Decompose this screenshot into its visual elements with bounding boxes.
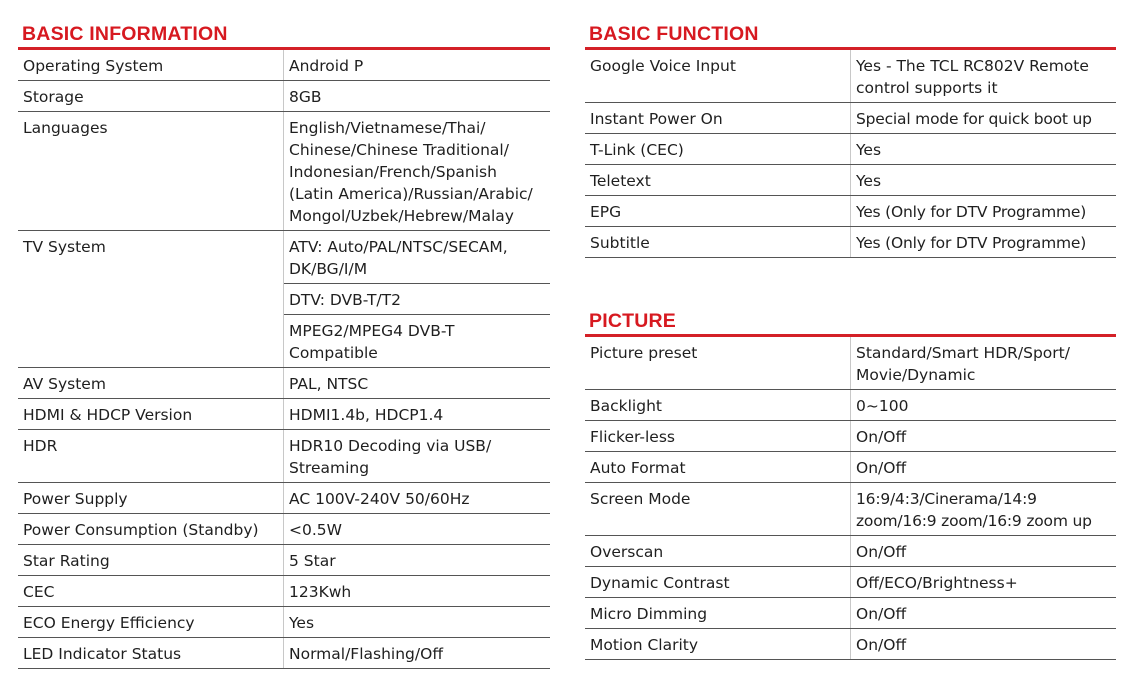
table-row (18, 368, 550, 399)
spec-label: Screen Mode (585, 483, 851, 535)
basic-information-section (18, 22, 550, 669)
spec-label: Star Rating (18, 545, 284, 575)
spec-label: TV System (18, 231, 284, 367)
table-row (18, 576, 550, 607)
table-row (585, 134, 1116, 165)
spec-value: DTV: DVB-T/T2 (284, 284, 550, 315)
spec-value: Off/ECO/Brightness+ (856, 574, 1018, 592)
spec-label: Subtitle (585, 227, 851, 257)
basic-function-title: BASIC FUNCTION (589, 23, 759, 45)
table-row (18, 514, 550, 545)
spec-label: HDR (18, 430, 284, 482)
table-row (585, 196, 1116, 227)
spec-label: Overscan (585, 536, 851, 566)
spec-value: ATV: Auto/PAL/NTSC/SECAM, DK/BG/I/M (284, 231, 550, 284)
spec-label: Operating System (18, 50, 284, 80)
spec-value: 5 Star (289, 552, 336, 570)
table-row (18, 231, 550, 368)
spec-label: LED Indicator Status (18, 638, 284, 668)
table-row (585, 390, 1116, 421)
table-row (585, 227, 1116, 258)
table-row (585, 337, 1116, 390)
spec-value: Yes - The TCL RC802V Remote control supports it (856, 57, 1089, 97)
spec-value: On/Off (856, 605, 907, 623)
picture-section (585, 309, 1116, 660)
table-row (585, 50, 1116, 103)
spec-label: Teletext (585, 165, 851, 195)
spec-value: PAL, NTSC (289, 375, 369, 393)
spec-label: T-Link (CEC) (585, 134, 851, 164)
spec-value: 123Kwh (289, 583, 352, 601)
table-row (585, 103, 1116, 134)
spec-value: On/Off (856, 459, 907, 477)
table-row (585, 629, 1116, 660)
spec-label: Flicker-less (585, 421, 851, 451)
spec-value: 0~100 (856, 397, 909, 415)
spec-label: CEC (18, 576, 284, 606)
picture-title: PICTURE (589, 310, 676, 332)
spec-value: Yes (Only for DTV Programme) (856, 234, 1087, 252)
spec-value: Yes (856, 141, 882, 159)
spec-label: Motion Clarity (585, 629, 851, 659)
table-row (585, 452, 1116, 483)
spec-value: Yes (856, 172, 882, 190)
table-row (18, 399, 550, 430)
spec-value: HDMI1.4b, HDCP1.4 (289, 406, 444, 424)
spec-label: Languages (18, 112, 284, 230)
spec-label: ECO Energy Efficiency (18, 607, 284, 637)
spec-label: AV System (18, 368, 284, 398)
spec-value: On/Off (856, 428, 907, 446)
spec-label: Auto Format (585, 452, 851, 482)
spec-table (585, 337, 1116, 660)
table-row (585, 421, 1116, 452)
table-row (18, 50, 550, 81)
spec-table (18, 50, 550, 669)
spec-label: HDMI & HDCP Version (18, 399, 284, 429)
table-row (18, 81, 550, 112)
spec-value: Standard/Smart HDR/Sport/ Movie/Dynamic (856, 344, 1070, 384)
spec-value: 16:9/4:3/Cinerama/14:9 zoom/16:9 zoom/16:9 zoom up (856, 490, 1092, 530)
spec-label: Backlight (585, 390, 851, 420)
spec-value: Normal/Flashing/Off (289, 645, 443, 663)
spec-value: HDR10 Decoding via USB/ Streaming (289, 437, 492, 477)
spec-value: English/Vietnamese/Thai/ Chinese/Chinese Traditional/ Indonesian/French/Spanish (Latin America)/Russian/Arabic/ Mongol/Uzbek/Hebrew/Malay (289, 119, 533, 225)
table-row (585, 598, 1116, 629)
table-row (585, 536, 1116, 567)
basic-information-title: BASIC INFORMATION (22, 23, 228, 45)
spec-value: Yes (Only for DTV Programme) (856, 203, 1087, 221)
spec-value: <0.5W (289, 521, 342, 539)
basic-function-section (585, 22, 1116, 258)
table-row (18, 430, 550, 483)
spec-value: Special mode for quick boot up (856, 110, 1092, 128)
table-row (585, 483, 1116, 536)
spec-label: Power Supply (18, 483, 284, 513)
spec-label: Picture preset (585, 337, 851, 389)
table-row (18, 607, 550, 638)
spec-label: Micro Dimming (585, 598, 851, 628)
spec-value: Yes (289, 614, 315, 632)
table-row (18, 112, 550, 231)
spec-label: Power Consumption (Standby) (18, 514, 284, 544)
table-row (585, 567, 1116, 598)
spec-value: AC 100V-240V 50/60Hz (289, 490, 470, 508)
spec-value: MPEG2/MPEG4 DVB-T Compatible (289, 322, 455, 362)
spec-label: Google Voice Input (585, 50, 851, 102)
spec-label: Dynamic Contrast (585, 567, 851, 597)
table-row (585, 165, 1116, 196)
spec-value: On/Off (856, 543, 907, 561)
spec-table (585, 50, 1116, 258)
table-row (18, 483, 550, 514)
table-row (18, 638, 550, 669)
table-row (18, 545, 550, 576)
spec-label: EPG (585, 196, 851, 226)
spec-label: Instant Power On (585, 103, 851, 133)
spec-value: Android P (289, 57, 364, 75)
spec-value: 8GB (289, 88, 322, 106)
spec-label: Storage (18, 81, 284, 111)
spec-value: On/Off (856, 636, 907, 654)
